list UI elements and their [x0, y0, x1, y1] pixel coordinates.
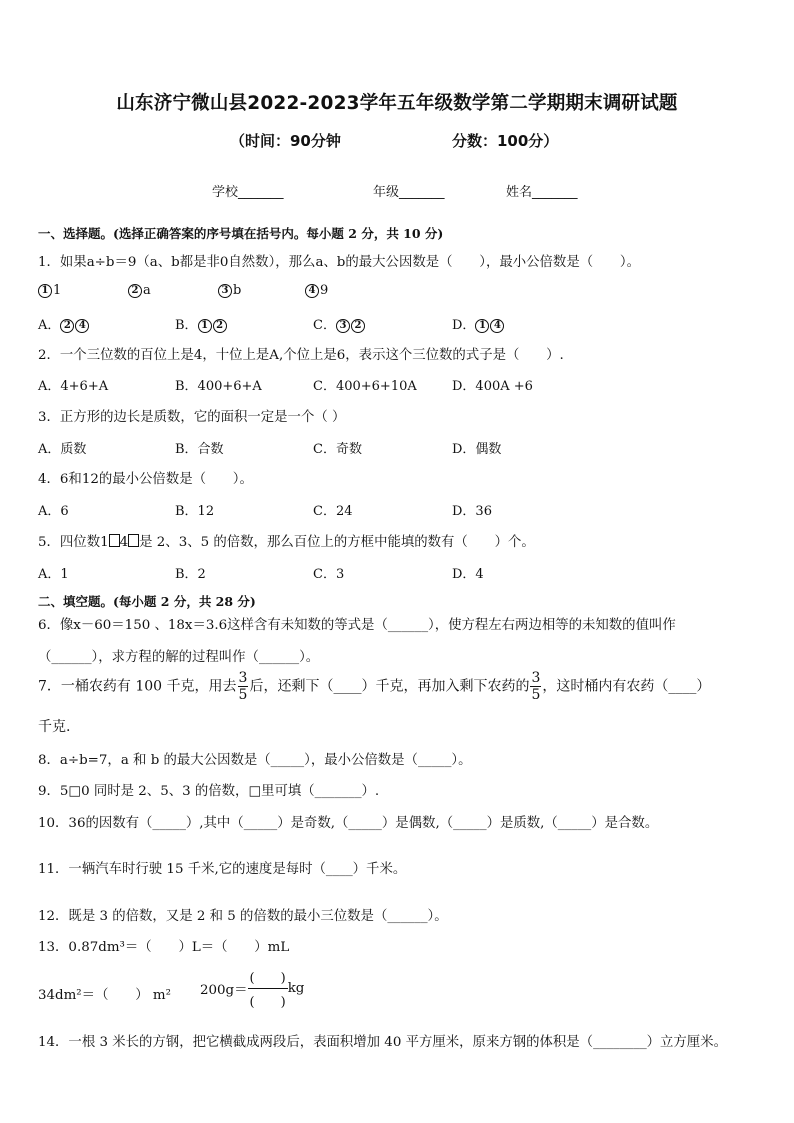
digit-box — [128, 534, 139, 547]
question-1: 1．如果a÷b＝9（a、b都是非0自然数），那么a、b的最大公因数是（ ），最小公倍数是（ ）。 — [38, 255, 640, 270]
q5-option-d[interactable]: D．4 — [452, 567, 484, 582]
q2-option-a[interactable]: A．4+6+A — [38, 379, 109, 394]
blank-fraction: $\frac{( )}{( )}$ — [248, 967, 288, 1010]
question-9: 9．5□0 同时是 2、5、3 的倍数，□里可填（_______）. — [38, 784, 380, 799]
q1-option-c[interactable]: C． 3 2 — [313, 314, 366, 333]
question-3: 3．正方形的边长是质数，它的面积一定是一个（ ） — [38, 410, 346, 425]
q1-item-3: 3 b — [218, 283, 241, 298]
fraction-three-fifths: $\frac{3}{5}$ — [238, 670, 248, 703]
question-10: 10．36的因数有（_____）,其中（_____）是奇数,（_____）是偶数,（_____）是质数,（_____）是合数。 — [38, 816, 659, 831]
q1-option-b[interactable]: B． 1 2 — [175, 314, 228, 333]
digit-box — [109, 534, 120, 547]
q5-option-b[interactable]: B．2 — [175, 567, 206, 582]
question-7-line-2: 千克. — [38, 719, 71, 735]
question-6-line-1: 6．像x－60＝150 、18x＝3.6这样含有未知数的等式是（______），使方程左右两边相等的未知数的值叫作 — [38, 618, 676, 633]
question-7: 7．一桶农药有 100 千克，用去 $\frac{3}{5}$ 后，还剩下（____）千克，再加入剩下农药的 $\frac{3}{5}$ ，这时桶内有农药（____） — [38, 670, 711, 703]
q3-option-c[interactable]: C．奇数 — [313, 442, 362, 457]
q3-option-b[interactable]: B．合数 — [175, 442, 224, 457]
name-field[interactable]: 姓名_______ — [506, 185, 578, 200]
q5-option-c[interactable]: C．3 — [313, 567, 345, 582]
question-13-line-1: 13．0.87dm³＝（ ）L＝（ ）mL — [38, 940, 290, 955]
q1-item-4: 4 9 — [305, 283, 328, 298]
q4-option-a[interactable]: A．6 — [38, 504, 69, 519]
q1-item-1: 1 1 — [38, 283, 61, 298]
q3-option-a[interactable]: A．质数 — [38, 442, 87, 457]
question-11: 11．一辆汽车时行驶 15 千米,它的速度是每时（____）千米。 — [38, 862, 407, 877]
score-label: 分数：100分） — [452, 132, 559, 150]
question-2: 2．一个三位数的百位上是4，十位上是A,个位上是6，表示这个三位数的式子是（ ）. — [38, 348, 564, 363]
section-heading-fill: 二、填空题。(每小题 2 分，共 28 分) — [38, 594, 256, 609]
question-4: 4．6和12的最小公倍数是（ ）。 — [38, 472, 253, 487]
question-13-line-2b: 200g＝ $\frac{( )}{( )}$ kg — [200, 967, 304, 1010]
question-8: 8．a÷b=7，a 和 b 的最大公因数是（_____），最小公倍数是（_____）。 — [38, 753, 472, 768]
q4-option-c[interactable]: C．24 — [313, 504, 353, 519]
question-12: 12．既是 3 的倍数，又是 2 和 5 的倍数的最小三位数是（______）。 — [38, 909, 448, 924]
grade-field[interactable]: 年级_______ — [373, 185, 445, 200]
question-5: 5．四位数1 4 是 2、3、5 的倍数，那么百位上的方框中能填的数有（ ）个。 — [38, 535, 535, 550]
q2-option-d[interactable]: D．400A +6 — [452, 379, 533, 394]
question-13-line-2a: 34dm²＝（ ） m² — [38, 988, 171, 1003]
time-label: （时间：90分钟 — [230, 132, 341, 150]
question-6-line-2: （______），求方程的解的过程叫作（______）。 — [38, 650, 320, 665]
q2-option-b[interactable]: B．400+6+A — [175, 379, 262, 394]
q1-option-a[interactable]: A． 2 4 — [38, 314, 90, 333]
q4-option-b[interactable]: B．12 — [175, 504, 215, 519]
q5-option-a[interactable]: A．1 — [38, 567, 69, 582]
q1-item-2: 2 a — [128, 283, 151, 298]
section-heading-choice: 一、选择题。(选择正确答案的序号填在括号内。每小题 2 分，共 10 分) — [38, 226, 444, 241]
question-14: 14．一根 3 米长的方钢，把它横截成两段后，表面积增加 40 平方厘米，原来方钢的体积是（________）立方厘米。 — [38, 1035, 727, 1050]
page-title: 山东济宁微山县2022-2023学年五年级数学第二学期期末调研试题 — [116, 93, 678, 114]
q4-option-d[interactable]: D．36 — [452, 504, 492, 519]
q2-option-c[interactable]: C．400+6+10A — [313, 379, 417, 394]
school-field[interactable]: 学校_______ — [212, 185, 284, 200]
fraction-three-fifths: $\frac{3}{5}$ — [531, 670, 541, 703]
q1-option-d[interactable]: D． 1 4 — [452, 314, 505, 333]
q3-option-d[interactable]: D．偶数 — [452, 442, 502, 457]
